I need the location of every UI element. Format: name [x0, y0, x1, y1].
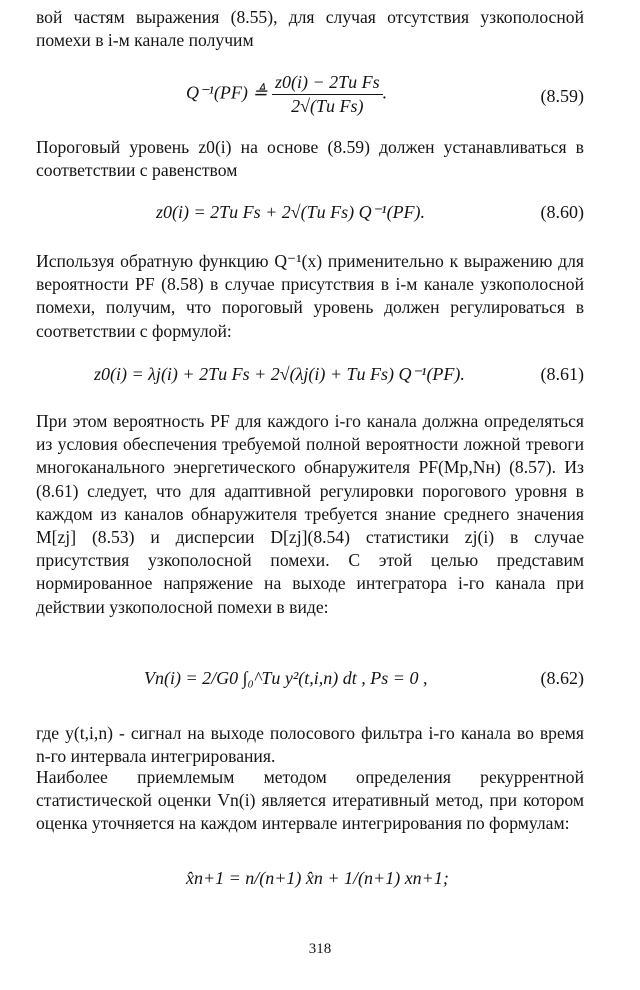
equation-8-60 [36, 202, 584, 246]
eq-861-formula: z0(i) = λj(i) + 2Tи Fs + 2√(λj(i) + Tи Fs) Q⁻¹(PF). [94, 364, 465, 384]
equation-recurrent [36, 868, 584, 912]
page-number: 318 [308, 941, 332, 957]
equation-8-62 [36, 668, 584, 712]
paragraph-5: где y(t,i,n) - сигнал на выходе полосового фильтра i-го канала во время n-го интервала интегрирования. [36, 723, 584, 767]
eq-859-tail: . [382, 82, 388, 103]
paragraph-3: Используя обратную функцию Q⁻¹(x) применительно к выражению для вероятности PF (8.58) в случае присутствия в i-м канале узкополосной помехи, получим, что пороговый уровень должен регулироваться в соответствии с формулой: [36, 251, 584, 341]
eq-recurrent-formula: x̂n+1 = n/(n+1) x̂n + 1/(n+1) xn+1; [186, 868, 449, 888]
eq-859-lhs: Q⁻¹(PF) ≜ [186, 82, 268, 103]
eq-859-numerator: z0(i) − 2Tи Fs [272, 72, 383, 95]
paragraph-1: вой частям выражения (8.55), для случая отсутствия узкополосной помехи в i-м канале получим [36, 7, 584, 51]
eq-862-formula: Vn(i) = 2/G0 ∫₀^Tи y²(t,i,n) dt , Ps = 0 , [144, 668, 428, 688]
equation-number: (8.62) [540, 668, 584, 688]
equation-8-61 [36, 364, 584, 408]
equation-number: (8.61) [540, 364, 584, 384]
paragraph-6: Наиболее приемлемым методом определения рекуррентной статистической оценки Vn(i) является итеративный метод, при котором оценка уточняется на каждом интервале интегрирования по формулам: [36, 767, 584, 834]
eq-860-formula: z0(i) = 2Tи Fs + 2√(Tи Fs) Q⁻¹(PF). [156, 202, 426, 222]
equation-number: (8.60) [540, 202, 584, 222]
equation-number: (8.59) [540, 86, 584, 106]
equation-8-59 [36, 72, 584, 116]
paragraph-2: Пороговый уровень z0(i) на основе (8.59) должен устанавливаться в соответствии с равенством [36, 137, 584, 181]
eq-859-fraction [272, 72, 383, 117]
eq-859-denominator: 2√(Tи Fs) [291, 96, 364, 116]
paragraph-4: При этом вероятность PF для каждого i-го канала должна определяться из условия обеспечения требуемой полной вероятности ложной тревоги многоканального энергетического обнаружителя PF(Mp,Nн) (8.57). Из (8.61) следует, что для адаптивной регулировки порогового уровня в каждом из каналов обнаружителя требуется знание среднего значения M[zj] (8.53) и дисперсии D[zj](8.54) статистики zj(i) в случае присутствия узкополосной помехи. С этой целью представим нормированное напряжение на выходе интегратора i-го канала при действии узкополосной помехи в виде: [36, 411, 584, 617]
